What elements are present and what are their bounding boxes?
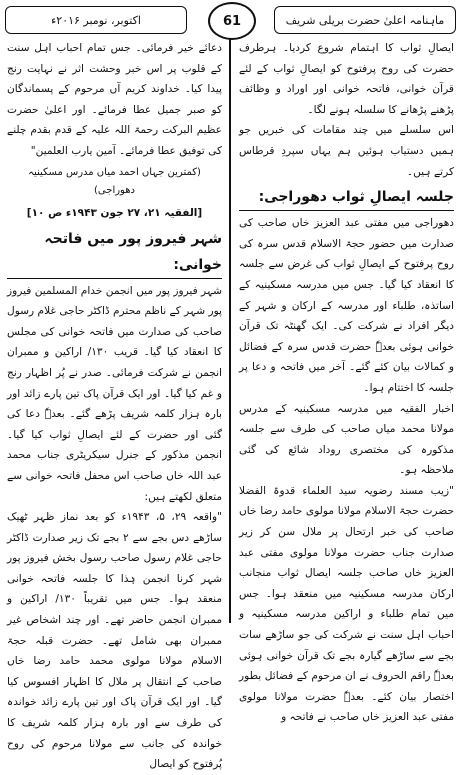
- quoted-paragraph: "واقعہ ۲۹، ۵، ۱۹۴۳ء کو بعد نماز ظہر ٹھیک ساڑھے دس بجے سے ۲ بجے تک زیر صدارت ڈاکٹر حاجی غلام رسول صاحب رسول بخش فیروز پور شہر کرنا انجمن ہٰذا کا جلسہ فاتحہ خوانی منعقد ہوا۔ جس میں تقریباً ۱۳۰/ اراکین و ممبران انجمن حاضر تھے۔ اور چند اشخاص غیر ممبران بھی شامل تھے۔ حضرت قبلہ حجۃ الاسلام مولانا مولوی محمد حامد رضا خاں صاحب کے انتقال پر ملال کا اظہار افسوس کیا گیا۔ اور ایک قرآن پاک اور تین پارے زائد خواندہ کی طرف سے اور بارہ ہزار کلمہ شریف کا خواندہ کی جانب سے مولانا مرحوم کی روح پُرفتوح کو ایصال: [7, 511, 222, 771]
- right-column: [239, 38, 454, 724]
- quoted-paragraph: "زیب مسند رضویہ سید العلماء قدوۃ الفضلا حضرت حجۃ الاسلام مولانا مولوی حامد رضا خاں صاحب کی خبر ارتحال پر ملال سن کر زیر صدارت جناب حضرت مولانا مولوی مفتی عبد العزیز خاں صاحب جلسہ ایصال ثواب منجانب ارکان مدرسہ مسکینیہ میں منعقد ہوا۔ جس میں تمام طلباء و اراکین مدرسہ مسکینیہ و احباب اہل سنت نے شرکت کی جو ساڑھے سات بجے سے ساڑھے گیارہ بجے تک قرآن خوانی ہوئی بعدہٗ راقم الحروف نے ان مرحوم کے فضائل بطور اختصار بیان کئے۔ بعدہٗ حضرت مولانا مولوی مفتی عبد العزیز خاں صاحب نے فاتحہ و: [239, 484, 454, 724]
- section-heading-wrapper: [239, 184, 454, 211]
- section-heading-dhoraji: جلسہ ایصالِ ثواب دھوراجی:: [258, 189, 454, 206]
- header-date: اکتوبر، نومبر ۲۰۱۶ء: [51, 13, 141, 27]
- source-reference: [الفقیہ ۲۱، ۲۷ جون ۱۹۴۳ء ص ۱۰]: [26, 206, 203, 219]
- header-magazine-title-box: [274, 6, 456, 34]
- paragraph: دھوراجی میں مفتی عبد العزیز خاں صاحب کی صدارت میں حضور حجۃ الاسلام قدس سرہ کی روح پرفتوح کے ایصالِ ثواب کی غرض سے جلسہ کا انعقاد کیا گیا۔ جس میں مدرسہ مسکینیہ کے اساتذہ، طلباء اور مدرسہ کے ارکان و شہر کے دیگر افراد نے شرکت کی۔ ایک گھنٹہ تک قرآن خوانی ہوئی بعدہٗ حضرت قدس سرہ کے فضائل و کمالات بیان کئے گئے۔ آخر میں فاتحہ و دعا پر جلسہ کا اختتام ہوا۔: [239, 217, 454, 394]
- paragraph: اس سلسلے میں چند مقامات کی خبریں جو ہمیں دستیاب ہوئیں ہم یہاں سپردِ قرطاس کرتے ہیں۔: [239, 124, 454, 178]
- column-divider: [229, 38, 231, 623]
- paragraph: دعائے خیر فرمائی۔ جس تمام احباب اہل سنت کے قلوب پر اس خبر وحشت اثر نے نہایت رنج پیدا کیا۔ خداوند کریم آں مرحوم کے پسماندگان کو صبر جمیل عطا فرمائے۔ اور اعلیٰ حضرت عظیم البرکت رحمۃ اللہ علیہ کے قدم بقدم چلنے کی توفیق عطا فرمائے۔ آمین یارب العلمین": [7, 42, 222, 157]
- magazine-title: ماہنامہ اعلیٰ حضرت بریلی شریف: [285, 13, 445, 27]
- page-number: 61: [222, 13, 242, 29]
- paragraph: اخبار الفقیہ میں مدرسہ مسکینیہ کے مدرس مولانا محمد میاں صاحب کی طرف سے جلسہ مذکورہ کی مختصری روداد شائع کی گئی ملاحظہ ہو۔: [239, 402, 454, 477]
- left-column: [7, 38, 222, 771]
- section-heading-wrapper: [7, 226, 222, 279]
- page-number-badge: [208, 2, 256, 40]
- author-credit: (کمترین جہاں احمد میاں مدرس مسکینیہ دھوراجی): [28, 166, 201, 196]
- paragraph: ایصالِ ثواب کا اہتمام شروع کردیا۔ ہرطرف حضرت کی روح پرفتوح کو ایصالِ ثواب کے لئے قرآن خوانی، فاتحہ خوانی اور اوراد و وظائف پڑھنے پڑھانے کا سلسلہ ہونے لگا۔: [239, 42, 454, 116]
- section-heading-ferozepur: شہر فیروز پور میں فاتحہ خوانی:: [44, 230, 222, 273]
- header-date-box: [5, 6, 187, 34]
- paragraph: شہر فیروز پور میں انجمن خدام المسلمین فیروز پور شہر کے ناظم محترم ڈاکٹر حاجی غلام رسول صاحب کی صدارت میں فاتحہ خوانی کی مجلس کا انعقاد کیا گیا۔ قریب ۱۳۰/ اراکین و ممبران انجمن نے شرکت فرمائی۔ صدر نے پُر اظہار رنج و غم کیا گیا۔ اور ایک قرآن پاک تین پارے زائد اور بارہ ہزار کلمہ شریف پڑھے گئے۔ بعدہٗ دعا کی گئی اور حضرت کے لئے ایصالِ ثواب کیا گیا۔ انجمن مذکور کے جنرل سیکریٹری جناب محمد عبد اللہ خاں صاحب اس محفل فاتحہ خوانی سے متعلق لکھتے ہیں:: [7, 284, 222, 503]
